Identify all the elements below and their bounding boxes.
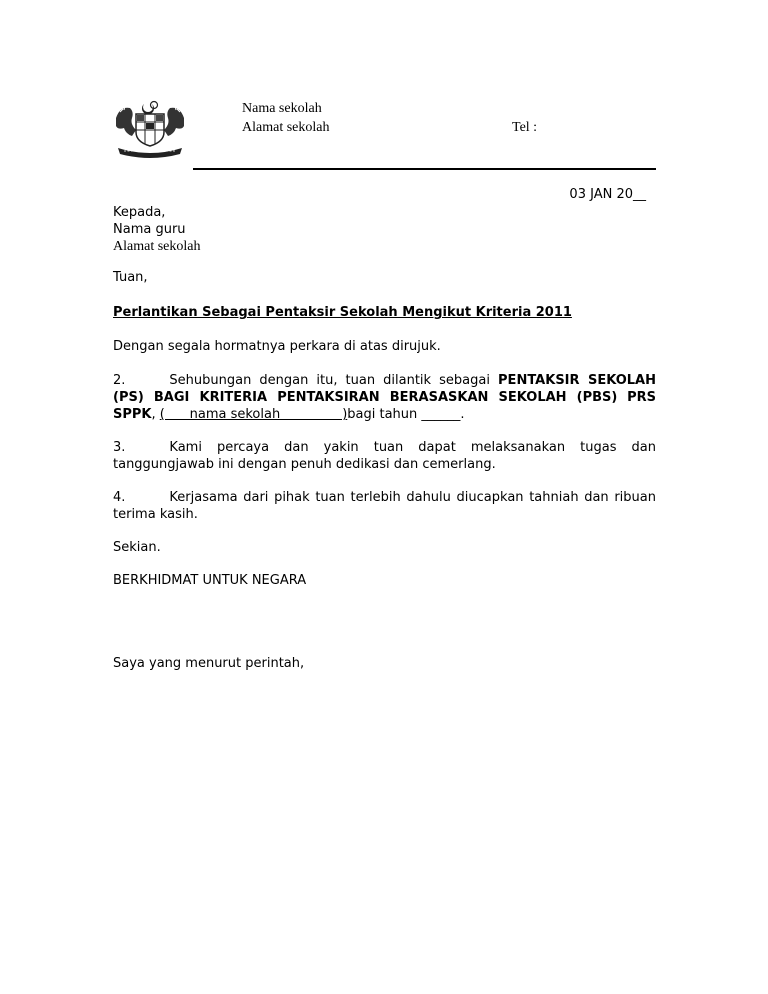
paragraph-3-number: 3.: [113, 440, 126, 455]
letterhead-school-address: Alamat sekolah: [242, 120, 330, 135]
paragraph-3-text: Kami percaya dan yakin tuan dapat melaksanakan tugas dan tanggungjawab ini dengan penuh dedikasi dan cemerlang.: [113, 440, 656, 472]
closing-line: Saya yang menurut perintah,: [113, 656, 305, 671]
sekian: Sekian.: [113, 540, 161, 555]
recipient-block: [113, 204, 200, 255]
paragraph-2-bold-prs: PRS SPPK: [113, 390, 656, 422]
letterhead-divider: [193, 168, 656, 170]
letter-date: 03 JAN 20__: [569, 187, 646, 202]
school-name-blank: ( nama sekolah ): [159, 407, 348, 422]
paragraph-4-number: 4.: [113, 490, 126, 505]
letterhead-tel-label: Tel :: [512, 120, 538, 135]
paragraph-2-comma: ,: [151, 407, 160, 422]
motto: BERKHIDMAT UNTUK NEGARA: [113, 573, 307, 588]
intro-paragraph: Dengan segala hormatnya perkara di atas dirujuk.: [113, 339, 441, 354]
letterhead-school-name: Nama sekolah: [242, 101, 322, 116]
paragraph-2-text: Sehubungan dengan itu, tuan dilantik sebagai: [169, 373, 499, 388]
paragraph-2-bold-title: PENTAKSIR SEKOLAH (PS) BAGI KRITERIA PENTAKSIRAN BERASASKAN SEKOLAH (PBS): [113, 373, 656, 405]
salutation: Tuan,: [113, 270, 148, 285]
subject-line: Perlantikan Sebagai Pentaksir Sekolah Mengikut Kriteria 2011: [113, 305, 572, 320]
recipient-heading: Kepada,: [113, 205, 166, 220]
year-blank: bagi tahun ______.: [347, 407, 465, 422]
malaysia-coat-of-arms-icon: [110, 98, 190, 160]
recipient-name: Nama guru: [113, 222, 186, 237]
paragraph-4: [113, 489, 656, 523]
paragraph-4-text: Kerjasama dari pihak tuan terlebih dahulu diucapkan tahniah dan ribuan terima kasih.: [113, 490, 656, 522]
paragraph-2-number: 2.: [113, 373, 126, 388]
paragraph-3: [113, 439, 656, 473]
recipient-address: Alamat sekolah: [113, 239, 201, 254]
paragraph-2: [113, 372, 656, 423]
